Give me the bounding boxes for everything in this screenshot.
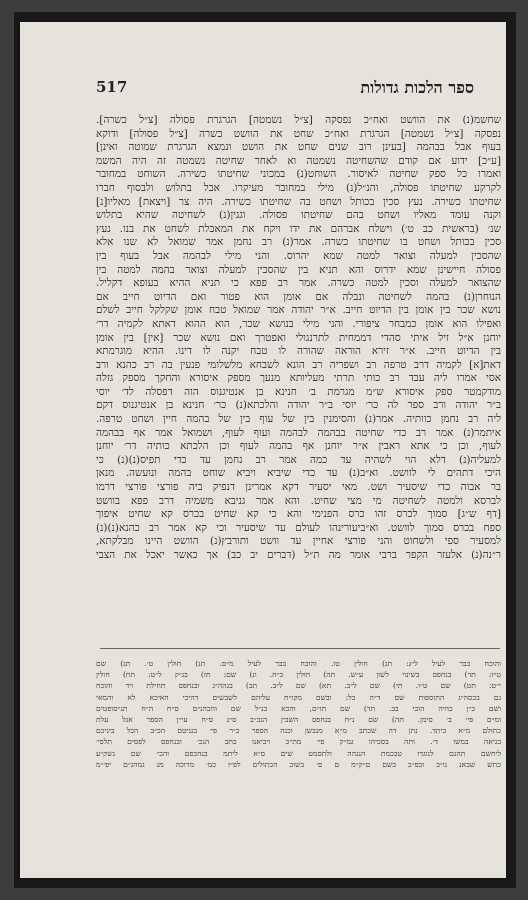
text-line: איתמר(נ) אמר רב כדי שחיטה בבהמה לבהמה ועוף לעוף, ושמואל אמר אף בבהמה bbox=[96, 426, 501, 439]
text-line: ספח בכרס סמוך לוושט. וא״ביעורינהו לעולם עד שיסעיר וכי קא אמר רב כהנא(נ)(נ) bbox=[96, 521, 501, 534]
text-line: שהסכין למעלה וצואר למטה שמא יהרוס. והני מילי לבהמה אבל בעוף בין bbox=[96, 249, 501, 262]
text-line: נושא שכר בין אומן בין הדיוט חייב. א״ר יהודה אמר שמואל טבח אומן שקלקל חייב לשלם bbox=[96, 304, 501, 317]
text-line: הנוחרן(נ) בהמה לשחיטה ונבלה אם אומן הוא פטור ואם הדיוט חייב אם bbox=[96, 290, 501, 303]
footnote-line: כתש שבאנ נו״ב ובפ״ב בשם ם״ק״מ ם ס׳ בשוכ הכתולים לפ״ז כמ׳ מרוכה מנ גמהג״ם יפ׳״מ bbox=[96, 759, 501, 769]
text-line: יוחנן א״ל זיל איתי סהדי דממחית לתרנגולי ואפטרך ואם נושא שכר [אין] בין אומן bbox=[96, 331, 501, 344]
page-number: 517 bbox=[96, 78, 128, 96]
text-line: שחשמ(נ) את הוושט ואח״כ נפסקה [צ״ל נשמטה] הגרגרת פסולה [צ״ל כשרה]. bbox=[96, 114, 501, 126]
footnotes bbox=[96, 658, 501, 778]
text-line: [ע״כ] ידוע אם קודם שהשחיטה נשמטה וא לאחר שחיטה נשמטה זה היה המשמ bbox=[96, 154, 501, 167]
text-line: [דף ש״ג] סמוך לכרס זהו כרס הפנימי והא כי קא שחיט בכרס קא שחיט איפוך bbox=[96, 508, 501, 521]
text-line: ליה רב נחמן כוותיה. אמר(נ) והסימנין בין של עוף בין של בהמה חיין ושחט טרפה. bbox=[96, 413, 501, 426]
text-line: לברסא ולמטה לשחיטה מי מצי שחיט. והא אמר גניבא משמיה דרב פפא בוושט bbox=[96, 494, 501, 507]
text-line: ואפילו הוא אומן כמבחר ציפורי. והני מילי בנושא שכר, הוא ההוא דאתא לקמיה דר׳ bbox=[96, 317, 501, 330]
text-line: לעוף, וכן כי אתא ראבין א״ר יוחנן אף בהמה לעוף וכן הלכתא כותיה דר׳ יוחנן bbox=[96, 440, 501, 453]
text-line: למעליה(נ) דלא הוי לשהיה עד כמה אמר רב נחמן עד כדי תפיס(נ)(נ) כי bbox=[96, 453, 501, 466]
text-line: בעוף אבל בבהמה [בעינן רוב שנים שחט את הושט ונמצא הגרגרת שמוטה ואינן] bbox=[96, 141, 501, 154]
text-line: אסי אמרו ליה עבד רב כותי תרתי מעליותא מנעך מספק איסורא והחקך מספק גזלה bbox=[96, 372, 501, 385]
page-header bbox=[96, 78, 496, 100]
text-line: דאת[א] לקמיה דרב טרפה רב ושפריה רב הונא לשבחא מלשלומי פנעין בה רב כהנא ורב bbox=[96, 358, 501, 371]
footnote-line: ושם כ״ן כהיה הובי בב. תד) שם תו״ם, והכא כנ״ל שם והכהנ״ם ס״ח ה״ח תנ״סופטים bbox=[96, 703, 501, 713]
running-title: ספר הלכות גדולות bbox=[360, 78, 474, 97]
text-line: בר אבוה כדי שיסעיר ושט. מאי יסעיר דקא אמרינן דנפיק ביה פורצי פורצי דרמו bbox=[96, 481, 501, 494]
text-line: סכין בכותל ושחט בו שחיטתו כשרה. אמר(נ) רב נחמן אמר שמואל לא שנו אלא bbox=[96, 236, 501, 249]
text-line: וקנה עומד מאליו ושחט בהם שחיטתו פסולה. וגגין(נ) לשחיטה שהיא בתלוש bbox=[96, 209, 501, 222]
footnote-line: גם בכסה״ג התוספות שם ד״ה כל: ובשם מקו״ח עליהם לשבשים דהיכי האיכא לא והמאי bbox=[96, 692, 501, 702]
footnote-line: בגיאה במשו ד׳. ותה בסכיהו גמ״ק פי׳ מת״כ ויביאנו כתב הנכ׳ ובנחפס לפסים תלפי׳ bbox=[96, 737, 501, 747]
text-line: ב״ר יהודה ורב ספר לה כר׳ יוסי ב״ר יהודה והלכתא(נ) כר׳ חנינא בן אנטיגנוס דקם bbox=[96, 399, 501, 412]
footnote-divider bbox=[100, 648, 500, 649]
text-line: שחיטתו כשירה. נעץ סכין בכותל ושחט בה שחיטתו כשירה. היה צר [ויצאת] מאליו[נ] bbox=[96, 195, 501, 208]
main-text bbox=[96, 114, 501, 634]
text-line: פסולה חיישינן שמא ידרוס והא תניא בין שהסכין למעלה וצואר בהמה למטה בין bbox=[96, 263, 501, 276]
text-line: שהצואר למעלה וסכין למטה כשרה. אמר רב פפא כי תניא ההיא בעופא דקליל. bbox=[96, 277, 501, 290]
text-line: היכי דתהים לי לוושט. וא״ב(נ) עד כדי שיביא ויביא שוחט בהמה ונועשה. מנאן bbox=[96, 467, 501, 480]
footnote-line: י״ט: תט) שם ט״ו. תי) שם ל״ב. תא) שם ל״ב. תב) בגהה״ג ובנחפס תחילת ויד והוכח bbox=[96, 681, 501, 691]
footnote-line: ט״ז: תד) בנחפס בשינוי לשון ע״ש. תה) חולין כ״ח. ונ) שם: תז) בג״ק ל״ט: תח) חולין bbox=[96, 670, 501, 680]
text-line: ואמרו כל ספק שחיטה לאיסור. השוחט(נ) במכוני שחיטתו כשירה. השוחט במחובר bbox=[96, 168, 501, 181]
text-line: נפסקה [צ״ל נשמטה] הגרגרת ואח״כ שחט את הוושט כשרה [צ״ל פסולה] ודוקא bbox=[96, 127, 501, 140]
footnote-line: ומ״ם פי׳ ב׳ סימן. תה) שם נ״ח בנחפס השבין הנכ״ב ס״ג ס״ח עי״ן הספר אגל עלת bbox=[96, 715, 501, 725]
text-line: ר״נה(נ) אלעזר הקפר ברבי אומר מה ת״ל (דברים יב כב) אך כאשר יאכל את הצבי bbox=[96, 549, 501, 561]
text-line: בין הדיוט חייב. א״ר זירא הוראה שהורה לו טבח יקנה לו דינו. ההיא מוגרמתא bbox=[96, 345, 501, 358]
text-line: למסעיר ספי ולשחוט והני פורצי אחיין עד וושט ותורבץ(נ) הוושט היינו מבלקתא, bbox=[96, 535, 501, 548]
footnote-line: והוכח כבר לעיל ל״ג: תג) חולין טו. והוכח כבר לעיל מ״ס. תנ) חולין ט׳. תג) שם bbox=[96, 659, 501, 668]
text-line: שנ׳ (בראשית כב ט׳) וישלח אברהם את ידו ויקח את המאכלת לשחט את בנו. נעץ bbox=[96, 222, 501, 235]
text-line: מודקמטר ספק איסורא ש״מ מגרמת ב׳ חנינא בן אנטיגנוס הוה דפסלה לד׳ יוסי bbox=[96, 385, 501, 398]
footnote-line: ליחשם תהגם לנוגדו טבכמת הנגהה ולתסמט שים ס״א ליתמ בנהכפם והכ״ שם נשק״ע bbox=[96, 748, 501, 758]
text-line: לקרקע שחיטתו פסולה, והנ״ל(נ) מילי במחובר מעיקרו. אבל בתלוש ולבסוף חברו bbox=[96, 181, 501, 194]
footnote-line: כתולם מ״א ביתד. נתן דה שכתב מ״א מנבשן וכנה הספר כ״ר פי׳ בנגיטם הכ״ב הכל ביניכם bbox=[96, 726, 501, 736]
